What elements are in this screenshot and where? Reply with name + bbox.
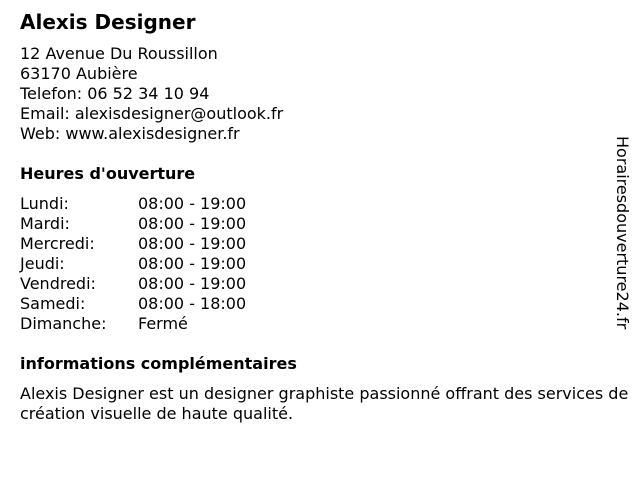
day-label: Mardi: (20, 214, 70, 233)
day-label: Vendredi: (20, 274, 96, 293)
city-postal-code: 63170 Aubière (20, 64, 138, 83)
website: Web: www.alexisdesigner.fr (20, 124, 240, 143)
time-value: 08:00 - 19:00 (138, 274, 247, 293)
hours-row-friday (20, 274, 246, 294)
day-label: Lundi: (20, 194, 69, 213)
hours-row-monday (20, 194, 246, 214)
day-label: Mercredi: (20, 234, 95, 253)
email-address: Email: alexisdesigner@outlook.fr (20, 104, 284, 123)
time-value: Fermé (138, 314, 188, 333)
hours-row-sunday (20, 314, 246, 334)
time-value: 08:00 - 19:00 (138, 234, 247, 253)
time-value: 08:00 - 19:00 (138, 194, 247, 213)
day-label: Samedi: (20, 294, 86, 313)
time-value: 08:00 - 19:00 (138, 214, 247, 233)
street-address: 12 Avenue Du Roussillon (20, 44, 218, 63)
hours-row-saturday (20, 294, 246, 314)
hours-row-wednesday (20, 234, 246, 254)
opening-hours-heading: Heures d'ouverture (20, 164, 196, 183)
time-value: 08:00 - 19:00 (138, 254, 247, 273)
additional-info-heading: informations complémentaires (20, 354, 297, 373)
day-label: Jeudi: (20, 254, 65, 273)
business-name: Alexis Designer (20, 10, 196, 34)
hours-row-tuesday (20, 214, 246, 234)
phone-number: Telefon: 06 52 34 10 94 (20, 84, 210, 103)
business-description: Alexis Designer est un designer graphiste passionné offrant des services de création visuelle de haute qualité. (20, 384, 629, 423)
source-watermark: Horairesdouverture24.fr (613, 136, 632, 330)
time-value: 08:00 - 18:00 (138, 294, 247, 313)
hours-row-thursday (20, 254, 246, 274)
opening-hours-table (20, 194, 246, 334)
contact-details (20, 44, 283, 144)
day-label: Dimanche: (20, 314, 107, 333)
